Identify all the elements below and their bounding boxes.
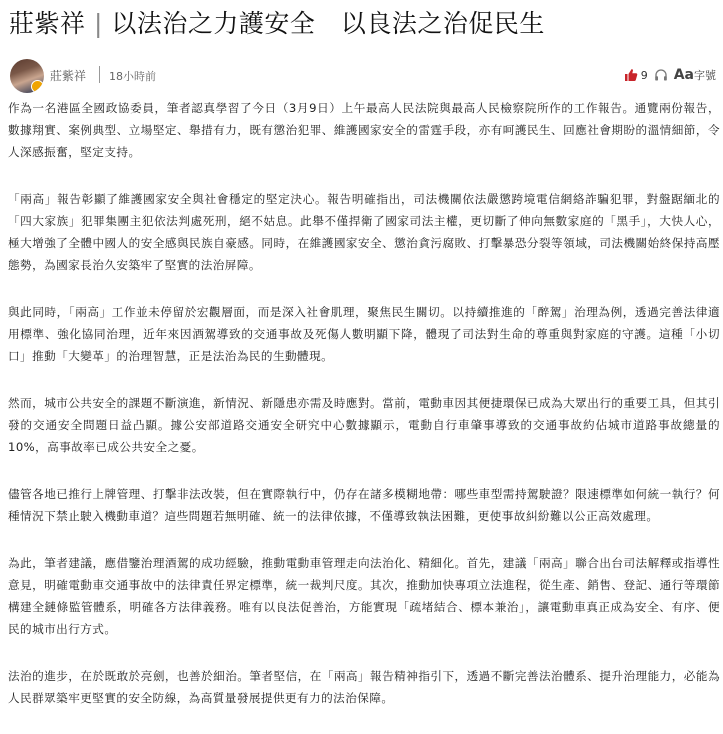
title-headline: 以法治之力護安全 以良法之治促民生 (111, 9, 545, 38)
publish-time: 18小時前 (109, 70, 156, 83)
article-paragraph: 儘管各地已推行上牌管理、打擊非法改裝，但在實際執行中，仍存在諸多模糊地帶：哪些車型需持駕駛證？限速標準如何統一執行？何種情況下禁止駛入機動車道？這些問題若無明確、統一的法律依據，不僅導致執法困難，更使事故糾紛難以公正高效處理。 (8, 487, 720, 523)
title-author: 莊紫祥 (9, 9, 86, 38)
article-paragraph: 「兩高」報告彰顯了維護國家安全與社會穩定的堅定決心。報告明確指出，司法機關依法嚴懲跨境電信網絡詐騙犯罪，對盤踞緬北的「四大家族」犯罪集團主犯依法判處死刑，絕不姑息。此舉不僅捍衛了國家司法主權，更切斷了伸向無數家庭的「黑手」，大快人心，極大增強了全體中國人的安全感與民族自豪感。同時，在維護國家安全、懲治貪污腐敗、打擊暴恐分裂等領域，司法機關始終保持高壓態勢，為國家長治久安築牢了堅實的法治屏障。 (8, 192, 720, 272)
font-size-button[interactable] (674, 67, 716, 83)
font-size-label: 字號 (694, 69, 716, 82)
verified-badge-icon (31, 80, 44, 93)
byline-divider (99, 66, 100, 83)
article-actions (624, 64, 716, 86)
title-separator: | (93, 9, 103, 38)
headphones-icon[interactable] (654, 68, 668, 82)
byline (10, 56, 720, 96)
article-title (9, 4, 545, 44)
article-paragraph: 然而，城市公共安全的課題不斷演進，新情況、新隱患亦需及時應對。當前，電動車因其便捷環保已成為大眾出行的重要工具，但其引發的交通安全問題日益凸顯。據公安部道路交通安全研究中心數據顯示，電動自行車肇事導致的交通事故約佔城市道路事故總量的10%，高事故率已成公共安全之憂。 (8, 396, 720, 454)
font-size-icon: Aa (673, 67, 694, 83)
article-body (8, 97, 720, 734)
article-paragraph: 作為一名港區全國政協委員，筆者認真學習了今日（3月9日）上午最高人民法院與最高人民檢察院所作的工作報告。通覽兩份報告，數據翔實、案例典型、立場堅定、舉措有力，既有懲治犯罪、維護國家安全的雷霆手段，亦有呵護民生、回應社會期盼的溫情細節，令人深感振奮，堅定支持。 (8, 101, 720, 159)
avatar[interactable] (10, 59, 44, 93)
article-paragraph: 法治的進步，在於既敢於亮劍，也善於細治。筆者堅信，在「兩高」報告精神指引下，透過不斷完善法治體系、提升治理能力，必能為人民群眾築牢更堅實的安全防線，為高質量發展提供更有力的法治保障。 (8, 669, 720, 705)
like-count: 9 (640, 68, 648, 82)
like-button[interactable] (624, 68, 648, 82)
article-paragraph: 與此同時，「兩高」工作並未停留於宏觀層面，而是深入社會肌理，聚焦民生關切。以持續推進的「醉駕」治理為例，透過完善法律適用標準、強化協同治理，近年來因酒駕導致的交通事故及死傷人數明顯下降，體現了司法對生命的尊重與對家庭的守護。這種「小切口」推動「大變革」的治理智慧，正是法治為民的生動體現。 (8, 305, 720, 363)
thumbs-up-icon (624, 68, 638, 82)
article-paragraph: 為此，筆者建議，應借鑒治理酒駕的成功經驗，推動電動車管理走向法治化、精細化。首先，建議「兩高」聯合出台司法解釋或指導性意見，明確電動車交通事故中的法律責任界定標準，統一裁判尺度。其次，推動加快專項立法進程，從生產、銷售、登記、通行等環節構建全鏈條監管體系，明確各方法律義務。唯有以良法促善治，方能實現「疏堵結合、標本兼治」，讓電動車真正成為安全、有序、便民的城市出行方式。 (8, 556, 720, 636)
author-name[interactable]: 莊紫祥 (50, 69, 87, 83)
